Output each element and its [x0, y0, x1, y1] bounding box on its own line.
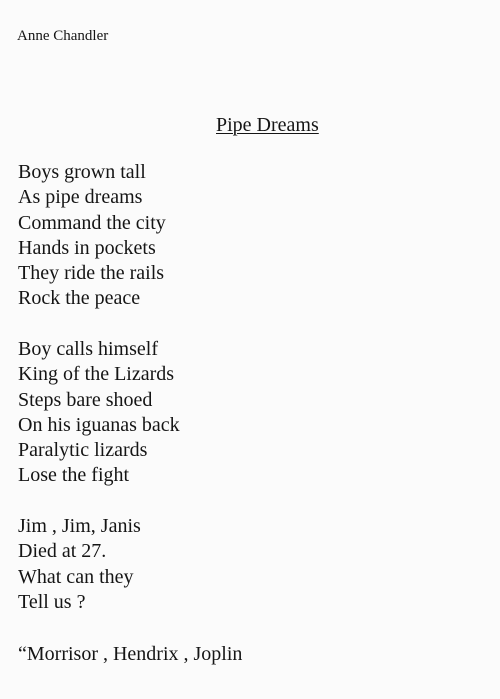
poem-line: Jim , Jim, Janis — [18, 515, 141, 537]
poem-line: Rock the peace — [18, 287, 141, 310]
poem-line: King of the Lizards — [18, 363, 175, 386]
poem-line: Steps bare shoed — [18, 388, 153, 411]
poem-line: They ride the rails — [18, 262, 165, 285]
poem-line: Boy calls himself — [18, 338, 158, 360]
poem-line: “Morrisor , Hendrix , Joplin — [18, 643, 243, 665]
stanza-4 — [18, 642, 242, 667]
author-name: Anne Chandler — [17, 28, 109, 44]
poem-title: Pipe Dreams — [216, 114, 319, 136]
stanza-2 — [18, 337, 180, 489]
poem-line: Command the city — [18, 211, 166, 234]
poem-line: Died at 27. — [18, 540, 107, 563]
stanza-3 — [18, 514, 141, 615]
poem-line: On his iguanas back — [18, 413, 180, 436]
poem-line: What can they — [18, 565, 134, 588]
stanza-1 — [18, 160, 166, 312]
poem-line: Tell us ? — [18, 590, 86, 613]
poem-line: Hands in pockets — [18, 236, 156, 259]
poem-line: Boys grown tall — [18, 161, 146, 183]
poem-line: As pipe dreams — [18, 186, 143, 209]
poem-line: Lose the fight — [18, 464, 130, 487]
poem-line: Paralytic lizards — [18, 439, 148, 462]
